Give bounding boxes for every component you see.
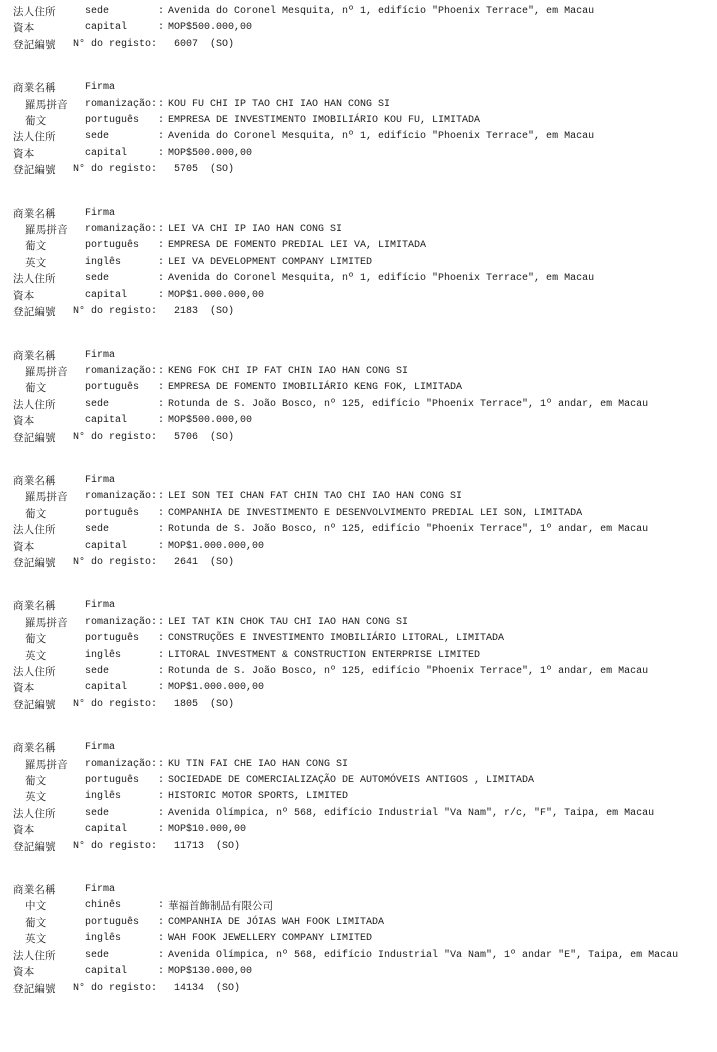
capital-value: MOP$500.000,00 bbox=[168, 415, 253, 427]
portugues-row bbox=[13, 506, 713, 522]
sede-label-zh: 法人住所 bbox=[13, 131, 56, 144]
firma-label-pt: Firma bbox=[85, 600, 116, 612]
record-4 bbox=[13, 473, 713, 571]
record-spacer bbox=[13, 855, 713, 882]
sede-value: Avenida do Coronel Mesquita, nº 1, edifício "Phoenix Terrace", em Macau bbox=[168, 131, 595, 143]
sede-row bbox=[13, 664, 713, 680]
registo-value: 14134 (SO) bbox=[174, 982, 241, 994]
portugues-label-zh: 葡文 bbox=[25, 507, 47, 520]
record-6 bbox=[13, 740, 713, 855]
registo-value: 6007 (SO) bbox=[174, 38, 235, 50]
record-3 bbox=[13, 348, 713, 446]
colon: : bbox=[158, 900, 165, 912]
romanizacao-label-zh: 羅馬拼音 bbox=[25, 98, 68, 111]
firma-label-pt: Firma bbox=[85, 82, 116, 94]
record-spacer bbox=[13, 571, 713, 598]
capital-label-pt: capital bbox=[85, 824, 128, 836]
firma-header-row bbox=[13, 473, 713, 489]
colon: : bbox=[158, 540, 165, 552]
registo-label-pt: N° do registo: bbox=[73, 38, 158, 50]
ingles-row bbox=[13, 648, 713, 664]
sede-row bbox=[13, 522, 713, 538]
portugues-value: EMPRESA DE FOMENTO IMOBILIÁRIO KENG FOK, LIMITADA bbox=[168, 382, 463, 394]
colon: : bbox=[158, 6, 165, 17]
colon: : bbox=[158, 240, 165, 252]
portugues-value: COMPANHIA DE JÓIAS WAH FOOK LIMITADA bbox=[168, 916, 385, 928]
romanizacao-label-pt: romanização: bbox=[85, 616, 158, 628]
registo-label-pt: N° do registo: bbox=[73, 431, 158, 443]
registo-value: 5705 (SO) bbox=[174, 164, 235, 176]
romanizacao-label-zh: 羅馬拼音 bbox=[25, 616, 68, 629]
sede-label-pt: sede bbox=[85, 666, 110, 677]
colon: : bbox=[158, 649, 165, 661]
registo-label-zh: 登記編號 bbox=[13, 306, 56, 319]
romanizacao-label-pt: romanização: bbox=[85, 758, 158, 770]
capital-value: MOP$1.000.000,00 bbox=[168, 540, 265, 552]
romanizacao-label-zh: 羅馬拼音 bbox=[25, 491, 68, 504]
capital-label-zh: 資本 bbox=[13, 289, 35, 302]
firma-label-zh: 商業名稱 bbox=[13, 82, 56, 95]
capital-label-zh: 資本 bbox=[13, 682, 35, 695]
colon: : bbox=[158, 933, 165, 945]
record-spacer bbox=[13, 713, 713, 740]
sede-label-zh: 法人住所 bbox=[13, 666, 56, 678]
sede-row bbox=[13, 397, 713, 413]
firma-label-zh: 商業名稱 bbox=[13, 349, 56, 362]
colon: : bbox=[158, 289, 165, 301]
registo-label-pt: N° do registo: bbox=[73, 306, 158, 318]
sede-label-pt: sede bbox=[85, 131, 110, 143]
colon: : bbox=[158, 949, 165, 961]
portugues-label-zh: 葡文 bbox=[25, 633, 47, 646]
registo-label-zh: 登記編號 bbox=[13, 556, 56, 569]
ingles-label-pt: inglês bbox=[85, 791, 122, 803]
registo-value: 11713 (SO) bbox=[174, 840, 241, 852]
portugues-row bbox=[13, 380, 713, 396]
portugues-label-pt: português bbox=[85, 507, 140, 519]
colon: : bbox=[158, 131, 165, 143]
portugues-row bbox=[13, 631, 713, 647]
firma-label-pt: Firma bbox=[85, 474, 116, 486]
colon: : bbox=[158, 22, 165, 34]
romanizacao-value: KU TIN FAI CHE IAO HAN CONG SI bbox=[168, 758, 349, 770]
sede-row bbox=[13, 806, 713, 822]
firma-header-row bbox=[13, 882, 713, 898]
sede-label-pt: sede bbox=[85, 273, 110, 285]
capital-label-pt: capital bbox=[85, 682, 128, 694]
registo-label-pt: N° do registo: bbox=[73, 164, 158, 176]
firma-label-zh: 商業名稱 bbox=[13, 600, 56, 613]
romanizacao-label-zh: 羅馬拼音 bbox=[25, 758, 68, 771]
firma-header-row bbox=[13, 206, 713, 222]
ingles-label-zh: 英文 bbox=[25, 791, 47, 804]
capital-label-zh: 資本 bbox=[13, 966, 35, 979]
colon: : bbox=[158, 633, 165, 645]
firma-label-pt: Firma bbox=[85, 884, 116, 896]
capital-label-pt: capital bbox=[85, 415, 128, 427]
capital-row bbox=[13, 146, 713, 162]
sede-label-pt: sede bbox=[85, 807, 110, 819]
registo-row bbox=[13, 981, 713, 997]
capital-label-pt: capital bbox=[85, 22, 128, 34]
registo-row bbox=[13, 839, 713, 855]
portugues-label-pt: português bbox=[85, 775, 140, 787]
colon: : bbox=[158, 273, 165, 285]
portugues-label-pt: português bbox=[85, 916, 140, 928]
capital-row bbox=[13, 413, 713, 429]
firma-label-zh: 商業名稱 bbox=[13, 884, 56, 897]
capital-value: MOP$500.000,00 bbox=[168, 22, 253, 34]
registo-value: 2183 (SO) bbox=[174, 306, 235, 318]
colon: : bbox=[158, 98, 165, 110]
capital-value: MOP$10.000,00 bbox=[168, 824, 247, 836]
colon: : bbox=[158, 791, 165, 803]
capital-label-zh: 資本 bbox=[13, 824, 35, 837]
colon: : bbox=[158, 758, 165, 770]
portugues-label-zh: 葡文 bbox=[25, 115, 47, 128]
colon: : bbox=[158, 775, 165, 787]
sede-label-pt: sede bbox=[85, 398, 110, 410]
colon: : bbox=[158, 666, 165, 677]
romanizacao-label-zh: 羅馬拼音 bbox=[25, 365, 68, 378]
capital-label-zh: 資本 bbox=[13, 22, 35, 35]
portugues-value: COMPANHIA DE INVESTIMENTO E DESENVOLVIMENTO PREDIAL LEI SON, LIMITADA bbox=[168, 507, 583, 519]
sede-row bbox=[13, 271, 713, 287]
sede-label-zh: 法人住所 bbox=[13, 6, 56, 18]
sede-value: Avenida Olímpica, nº 568, edifício Industrial "Va Nam", r/c, "F", Taipa, em Macau bbox=[168, 807, 655, 819]
ingles-label-pt: inglês bbox=[85, 256, 122, 268]
sede-label-pt: sede bbox=[85, 524, 110, 536]
portugues-value: EMPRESA DE INVESTIMENTO IMOBILIÁRIO KOU FU, LIMITADA bbox=[168, 115, 481, 127]
firma-header-row bbox=[13, 80, 713, 96]
sede-value: Rotunda de S. João Bosco, nº 125, edifício "Phoenix Terrace", 1º andar, em Macau bbox=[168, 524, 649, 536]
capital-row bbox=[13, 964, 713, 980]
romanizacao-row bbox=[13, 615, 713, 631]
sede-value: Avenida Olímpica, nº 568, edifício Industrial "Va Nam", 1º andar "E", Taipa, em Macau bbox=[168, 949, 679, 961]
chines-label-zh: 中文 bbox=[25, 900, 47, 913]
portugues-row bbox=[13, 238, 713, 254]
sede-row bbox=[13, 4, 713, 20]
sede-label-zh: 法人住所 bbox=[13, 273, 56, 286]
record-spacer bbox=[13, 179, 713, 206]
portugues-row bbox=[13, 915, 713, 931]
portugues-label-pt: português bbox=[85, 382, 140, 394]
sede-row bbox=[13, 129, 713, 145]
romanizacao-label-pt: romanização: bbox=[85, 365, 158, 377]
capital-label-pt: capital bbox=[85, 540, 128, 552]
chines-value: 華福首飾制品有限公司 bbox=[168, 900, 273, 913]
sede-label-zh: 法人住所 bbox=[13, 807, 56, 820]
firma-header-row bbox=[13, 740, 713, 756]
colon: : bbox=[158, 491, 165, 503]
capital-value: MOP$130.000,00 bbox=[168, 966, 253, 978]
sede-label-zh: 法人住所 bbox=[13, 524, 56, 537]
sede-label-pt: sede bbox=[85, 6, 110, 17]
capital-label-pt: capital bbox=[85, 147, 128, 159]
romanizacao-row bbox=[13, 364, 713, 380]
capital-value: MOP$1.000.000,00 bbox=[168, 289, 265, 301]
ingles-row bbox=[13, 789, 713, 805]
ingles-label-zh: 英文 bbox=[25, 256, 47, 269]
registo-row bbox=[13, 697, 713, 713]
romanizacao-label-pt: romanização: bbox=[85, 491, 158, 503]
registo-row bbox=[13, 430, 713, 446]
registo-row bbox=[13, 37, 713, 53]
portugues-label-zh: 葡文 bbox=[25, 382, 47, 395]
record-5 bbox=[13, 598, 713, 713]
portugues-label-pt: português bbox=[85, 633, 140, 645]
portugues-row bbox=[13, 773, 713, 789]
registo-label-pt: N° do registo: bbox=[73, 840, 158, 852]
registo-row bbox=[13, 555, 713, 571]
portugues-label-pt: português bbox=[85, 115, 140, 127]
colon: : bbox=[158, 365, 165, 377]
registo-label-pt: N° do registo: bbox=[73, 698, 158, 710]
registo-label-pt: N° do registo: bbox=[73, 556, 158, 568]
registo-value: 5706 (SO) bbox=[174, 431, 235, 443]
registo-row bbox=[13, 162, 713, 178]
capital-row bbox=[13, 20, 713, 36]
firma-label-zh: 商業名稱 bbox=[13, 742, 56, 755]
registo-label-zh: 登記編號 bbox=[13, 164, 56, 177]
firma-label-zh: 商業名稱 bbox=[13, 474, 56, 487]
capital-value: MOP$500.000,00 bbox=[168, 147, 253, 159]
colon: : bbox=[158, 398, 165, 410]
portugues-value: SOCIEDADE DE COMERCIALIZAÇÃO DE AUTOMÓVEIS ANTIGOS , LIMITADA bbox=[168, 775, 535, 787]
registo-label-zh: 登記編號 bbox=[13, 840, 56, 853]
romanizacao-row bbox=[13, 97, 713, 113]
registo-value: 1805 (SO) bbox=[174, 698, 235, 710]
record-partial-top bbox=[13, 4, 713, 53]
romanizacao-row bbox=[13, 222, 713, 238]
registo-row bbox=[13, 304, 713, 320]
colon: : bbox=[158, 382, 165, 394]
colon: : bbox=[158, 507, 165, 519]
registo-value: 2641 (SO) bbox=[174, 556, 235, 568]
colon: : bbox=[158, 682, 165, 694]
ingles-row bbox=[13, 255, 713, 271]
records-list bbox=[13, 53, 713, 997]
colon: : bbox=[158, 966, 165, 978]
portugues-value: CONSTRUÇÕES E INVESTIMENTO IMOBILIÁRIO LITORAL, LIMITADA bbox=[168, 633, 505, 645]
romanizacao-row bbox=[13, 489, 713, 505]
ingles-value: LEI VA DEVELOPMENT COMPANY LIMITED bbox=[168, 256, 373, 268]
firma-label-pt: Firma bbox=[85, 742, 116, 754]
ingles-label-pt: inglês bbox=[85, 649, 122, 661]
capital-label-zh: 資本 bbox=[13, 147, 35, 160]
colon: : bbox=[158, 616, 165, 628]
sede-label-zh: 法人住所 bbox=[13, 398, 56, 411]
colon: : bbox=[158, 524, 165, 536]
romanizacao-value: KOU FU CHI IP TAO CHI IAO HAN CONG SI bbox=[168, 98, 391, 110]
registo-label-zh: 登記編號 bbox=[13, 38, 56, 51]
romanizacao-label-pt: romanização: bbox=[85, 224, 158, 236]
sede-row bbox=[13, 948, 713, 964]
colon: : bbox=[158, 147, 165, 159]
colon: : bbox=[158, 115, 165, 127]
capital-label-zh: 資本 bbox=[13, 415, 35, 428]
capital-row bbox=[13, 680, 713, 696]
registo-label-pt: N° do registo: bbox=[73, 982, 158, 994]
romanizacao-label-pt: romanização: bbox=[85, 98, 158, 110]
capital-label-zh: 資本 bbox=[13, 540, 35, 553]
colon: : bbox=[158, 224, 165, 236]
colon: : bbox=[158, 807, 165, 819]
portugues-label-pt: português bbox=[85, 240, 140, 252]
firma-label-pt: Firma bbox=[85, 207, 116, 219]
chines-row bbox=[13, 898, 713, 914]
record-spacer bbox=[13, 446, 713, 473]
registo-label-zh: 登記編號 bbox=[13, 698, 56, 711]
sede-value: Avenida do Coronel Mesquita, nº 1, edifício "Phoenix Terrace", em Macau bbox=[168, 6, 595, 17]
registo-label-zh: 登記編號 bbox=[13, 431, 56, 444]
firma-label-zh: 商業名稱 bbox=[13, 207, 56, 220]
record-7 bbox=[13, 882, 713, 997]
portugues-label-zh: 葡文 bbox=[25, 775, 47, 788]
colon: : bbox=[158, 256, 165, 268]
portugues-label-zh: 葡文 bbox=[25, 240, 47, 253]
sede-value: Avenida do Coronel Mesquita, nº 1, edifício "Phoenix Terrace", em Macau bbox=[168, 273, 595, 285]
ingles-value: LITORAL INVESTMENT & CONSTRUCTION ENTERPRISE LIMITED bbox=[168, 649, 481, 661]
record-spacer bbox=[13, 53, 713, 80]
romanizacao-value: KENG FOK CHI IP FAT CHIN IAO HAN CONG SI bbox=[168, 365, 409, 377]
portugues-value: EMPRESA DE FOMENTO PREDIAL LEI VA, LIMITADA bbox=[168, 240, 427, 252]
ingles-label-zh: 英文 bbox=[25, 933, 47, 946]
romanizacao-value: LEI SON TEI CHAN FAT CHIN TAO CHI IAO HAN CONG SI bbox=[168, 491, 463, 503]
sede-label-pt: sede bbox=[85, 949, 110, 961]
ingles-row bbox=[13, 931, 713, 947]
capital-row bbox=[13, 288, 713, 304]
firma-header-row bbox=[13, 598, 713, 614]
capital-row bbox=[13, 539, 713, 555]
sede-label-zh: 法人住所 bbox=[13, 949, 56, 962]
record-2 bbox=[13, 206, 713, 321]
portugues-row bbox=[13, 113, 713, 129]
romanizacao-value: LEI VA CHI IP IAO HAN CONG SI bbox=[168, 224, 343, 236]
capital-value: MOP$1.000.000,00 bbox=[168, 682, 265, 694]
registo-label-zh: 登記編號 bbox=[13, 982, 56, 995]
romanizacao-row bbox=[13, 757, 713, 773]
record-1 bbox=[13, 80, 713, 178]
ingles-value: WAH FOOK JEWELLERY COMPANY LIMITED bbox=[168, 933, 373, 945]
firma-header-row bbox=[13, 348, 713, 364]
romanizacao-value: LEI TAT KIN CHOK TAU CHI IAO HAN CONG SI bbox=[168, 616, 409, 628]
ingles-value: HISTORIC MOTOR SPORTS, LIMITED bbox=[168, 791, 349, 803]
sede-value: Rotunda de S. João Bosco, nº 125, edifício "Phoenix Terrace", 1º andar, em Macau bbox=[168, 666, 649, 677]
capital-label-pt: capital bbox=[85, 289, 128, 301]
sede-value: Rotunda de S. João Bosco, nº 125, edifício "Phoenix Terrace", 1º andar, em Macau bbox=[168, 398, 649, 410]
romanizacao-label-zh: 羅馬拼音 bbox=[25, 224, 68, 237]
portugues-label-zh: 葡文 bbox=[25, 916, 47, 929]
colon: : bbox=[158, 824, 165, 836]
capital-label-pt: capital bbox=[85, 966, 128, 978]
colon: : bbox=[158, 916, 165, 928]
capital-row bbox=[13, 822, 713, 838]
firma-label-pt: Firma bbox=[85, 349, 116, 361]
ingles-label-pt: inglês bbox=[85, 933, 122, 945]
registry-document bbox=[13, 4, 713, 997]
record-spacer bbox=[13, 321, 713, 348]
ingles-label-zh: 英文 bbox=[25, 649, 47, 662]
colon: : bbox=[158, 415, 165, 427]
chines-label-pt: chinês bbox=[85, 900, 122, 912]
